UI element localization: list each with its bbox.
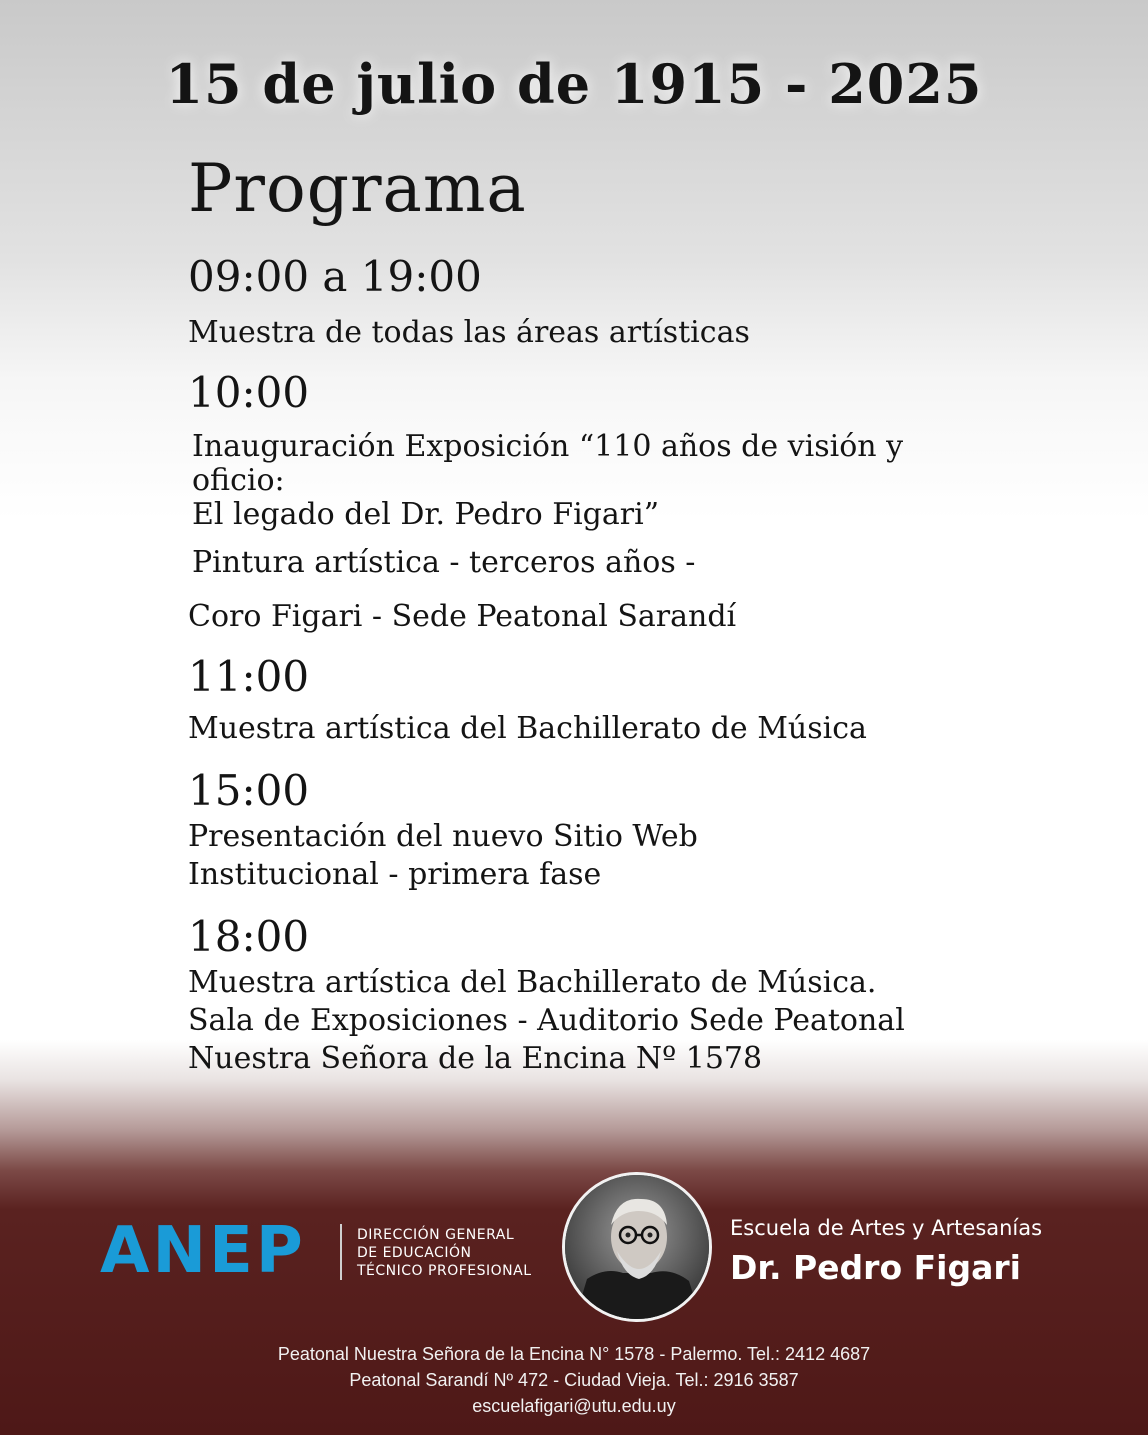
- schedule-time-1100: 11:00: [188, 652, 310, 701]
- schedule-desc-1800-line1: Muestra artística del Bachillerato de Música.: [188, 965, 877, 1000]
- school-name-line1: Escuela de Artes y Artesanías: [730, 1216, 1043, 1240]
- anep-logo: ANEP: [100, 1214, 306, 1288]
- schedule-desc-1500-line2: Institucional - primera fase: [188, 857, 602, 892]
- dgetp-line1: DIRECCIÓN GENERAL: [357, 1227, 515, 1243]
- schedule-time-1800: 18:00: [188, 912, 310, 961]
- schedule-desc-1500-line1: Presentación del nuevo Sitio Web: [188, 819, 698, 854]
- dgetp-logo-text: [357, 1226, 532, 1280]
- dgetp-line2: DE EDUCACIÓN: [357, 1245, 472, 1261]
- school-name-line2: Dr. Pedro Figari: [730, 1248, 1021, 1287]
- schedule-time-1500: 15:00: [188, 766, 310, 815]
- footer-address-ciudad-vieja: Peatonal Sarandí Nº 472 - Ciudad Vieja. Tel.: 2916 3587: [349, 1370, 799, 1390]
- dgetp-line3: TÉCNICO PROFESIONAL: [357, 1263, 532, 1279]
- schedule-desc-1000-line3: El legado del Dr. Pedro Figari”: [192, 497, 660, 532]
- pedro-figari-portrait: [562, 1172, 712, 1322]
- schedule-desc-1000-line2: oficio:: [192, 463, 285, 498]
- schedule-desc-1000-line4: Pintura artística - terceros años -: [192, 545, 696, 580]
- portrait-illustration: [565, 1175, 709, 1319]
- footer-address-palermo: Peatonal Nuestra Señora de la Encina N° 1578 - Palermo. Tel.: 2412 4687: [277, 1344, 871, 1364]
- logo-divider: [340, 1224, 342, 1280]
- page-title: Programa: [188, 150, 527, 227]
- schedule-desc-1000-line5: Coro Figari - Sede Peatonal Sarandí: [188, 599, 737, 634]
- date-heading: 15 de julio de 1915 - 2025: [165, 52, 983, 116]
- schedule-time-0900: 09:00 a 19:00: [188, 252, 482, 301]
- schedule-desc-1800-line3: Nuestra Señora de la Encina Nº 1578: [188, 1041, 763, 1076]
- footer-email[interactable]: escuelafigari@utu.edu.uy: [472, 1396, 676, 1416]
- schedule-desc-0900-line1: Muestra de todas las áreas artísticas: [188, 315, 750, 350]
- schedule-desc-1100-line1: Muestra artística del Bachillerato de Música: [188, 711, 867, 746]
- schedule-desc-1800-line2: Sala de Exposiciones - Auditorio Sede Peatonal: [188, 1003, 905, 1038]
- schedule-desc-1000-line1: Inauguración Exposición “110 años de visión y: [192, 429, 904, 464]
- schedule-time-1000: 10:00: [188, 368, 310, 417]
